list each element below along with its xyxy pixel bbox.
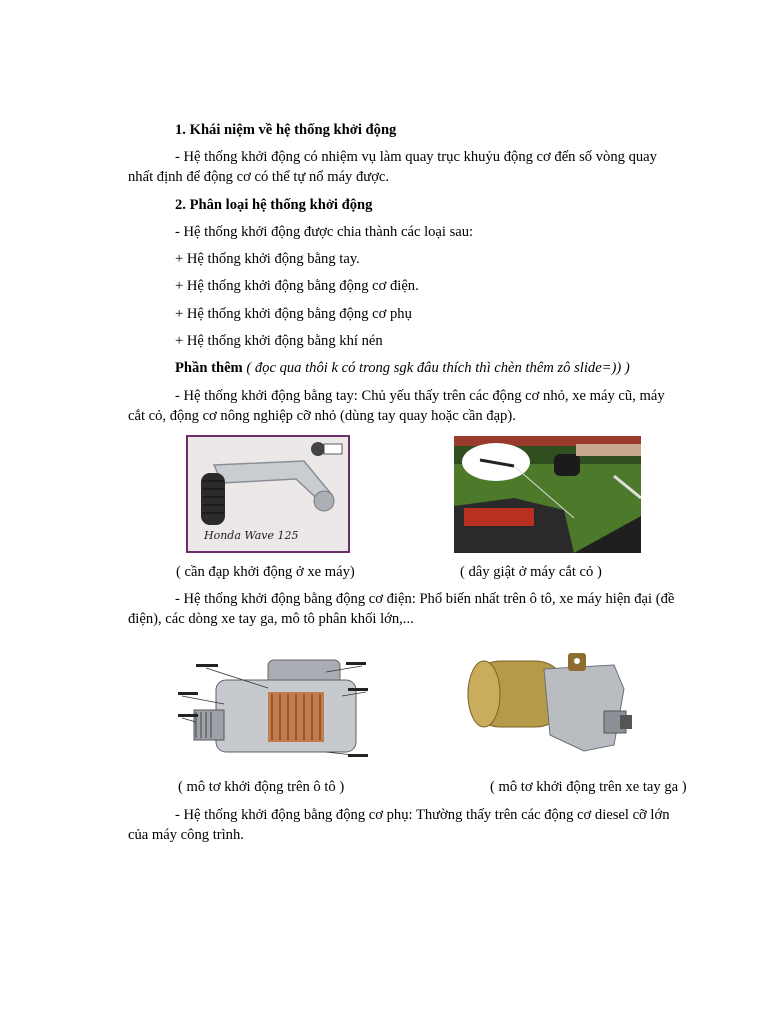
auxiliary-paragraph-line-2: của máy công trình.	[128, 827, 244, 843]
kick-starter-image	[186, 435, 350, 553]
electric-paragraph-line-1: - Hệ thống khởi động bằng động cơ điện: Phổ biến nhất trên ô tô, xe máy hiện đại (đề	[175, 591, 675, 607]
manual-paragraph-line-1: - Hệ thống khởi động bằng tay: Chủ yếu thấy trên các động cơ nhỏ, xe máy cũ, máy	[175, 388, 665, 404]
caption-pull-cord: ( dây giật ở máy cắt cỏ )	[460, 564, 602, 580]
section-1-paragraph-line-2: nhất định để động cơ có thể tự nổ máy được.	[128, 169, 390, 185]
auxiliary-paragraph-line-1: - Hệ thống khởi động bằng động cơ phụ: Thường thấy trên các động cơ diesel cỡ lớn	[175, 807, 670, 823]
list-item: + Hệ thống khởi động bằng tay.	[175, 251, 360, 267]
extra-label: Phần thêm	[175, 360, 243, 376]
kick-image-caption-text: Honda Wave 125	[204, 529, 299, 542]
extra-heading	[175, 358, 630, 378]
caption-car-starter-motor: ( mô tơ khởi động trên ô tô )	[178, 779, 345, 795]
section-2-intro: - Hệ thống khởi động được chia thành các loại sau:	[175, 224, 474, 240]
section-1-title: 1. Khái niệm về hệ thống khởi động	[175, 122, 397, 138]
caption-kick-starter: ( cần đạp khởi động ở xe máy)	[176, 564, 355, 580]
scooter-starter-motor-image	[464, 649, 636, 767]
section-1-paragraph-line-1: - Hệ thống khởi động có nhiệm vụ làm quay trục khuỷu động cơ đến số vòng quay	[175, 149, 657, 165]
caption-scooter-starter-motor: ( mô tơ khởi động trên xe tay ga )	[490, 779, 687, 795]
lawn-mower-image	[454, 436, 641, 553]
list-item: + Hệ thống khởi động bằng động cơ phụ	[175, 306, 412, 322]
car-starter-motor-image	[176, 652, 370, 768]
electric-paragraph-line-2: điện), các dòng xe tay ga, mô tô phân khối lớn,...	[128, 611, 414, 627]
section-2-title: 2. Phân loại hệ thống khởi động	[175, 197, 373, 213]
manual-paragraph-line-2: cắt cỏ, động cơ nông nghiệp cỡ nhỏ (dùng tay quay hoặc cần đạp).	[128, 408, 516, 424]
list-item: + Hệ thống khởi động bằng động cơ điện.	[175, 278, 419, 294]
list-item: + Hệ thống khởi động bằng khí nén	[175, 333, 383, 349]
extra-note: ( đọc qua thôi k có trong sgk đâu thích thì chèn thêm zô slide=)) )	[246, 360, 630, 376]
